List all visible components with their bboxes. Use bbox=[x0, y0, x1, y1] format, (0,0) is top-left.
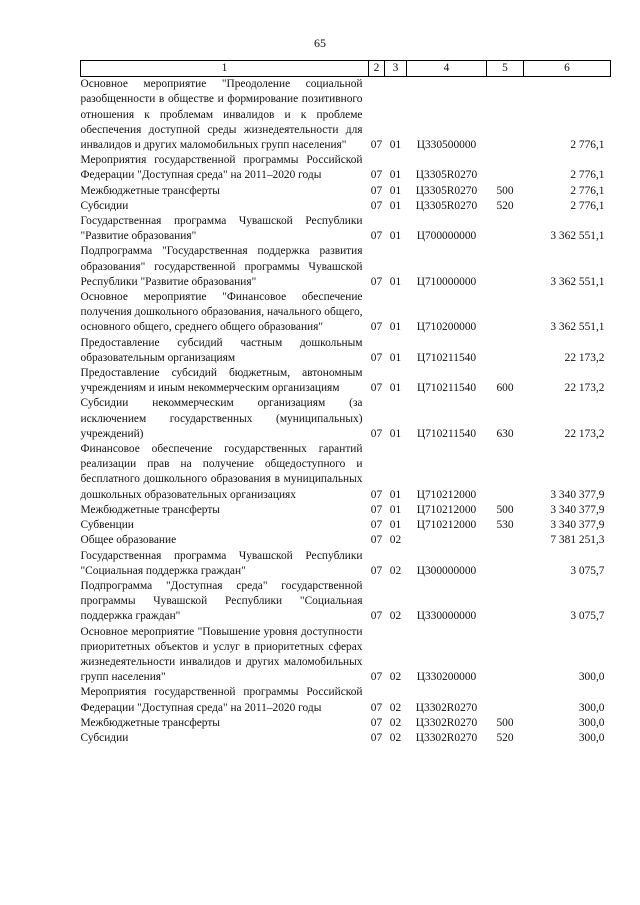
row-expense-type bbox=[487, 549, 524, 579]
row-name: Предоставление субсидий частным дошкольным образовательным организациям bbox=[80, 336, 363, 364]
row-expense-type: 600 bbox=[496, 382, 514, 395]
row-target-article: Ц3305R0270 bbox=[415, 169, 478, 182]
row-expense-type: 500 bbox=[496, 503, 514, 516]
row-amount: 300,0 bbox=[578, 701, 605, 714]
row-amount: 3 075,7 bbox=[570, 564, 605, 577]
row-target-article: Ц330000000 bbox=[416, 610, 477, 623]
row-section: 07 bbox=[370, 184, 383, 197]
row-target-article: Ц710200000 bbox=[416, 321, 477, 334]
table-row bbox=[81, 77, 611, 154]
row-amount: 3 340 377,9 bbox=[550, 519, 605, 532]
table-body bbox=[81, 77, 611, 746]
row-amount: 2 776,1 bbox=[570, 199, 605, 212]
row-subsection: 02 bbox=[389, 716, 402, 729]
header-col-2: 2 bbox=[369, 61, 385, 77]
row-name: Мероприятия государственной программы Российской Федерации "Доступная среда" на 2011–2020 годы bbox=[80, 154, 363, 182]
row-name: Государственная программа Чувашской Республики "Социальная поддержка граждан" bbox=[80, 549, 363, 577]
row-amount: 3 340 377,9 bbox=[550, 503, 605, 516]
row-amount: 2 776,1 bbox=[570, 184, 605, 197]
row-expense-type bbox=[487, 336, 524, 366]
row-subsection: 02 bbox=[389, 701, 402, 714]
row-name: Подпрограмма "Государственная поддержка развития образования" государственной программы Чувашской Республики "Развитие образования" bbox=[80, 245, 363, 288]
row-expense-type: 530 bbox=[496, 519, 514, 532]
row-expense-type: 630 bbox=[496, 427, 514, 440]
row-section: 07 bbox=[370, 169, 383, 182]
row-name: Общее образование bbox=[80, 534, 177, 547]
row-expense-type bbox=[487, 685, 524, 715]
row-section: 07 bbox=[370, 503, 383, 516]
row-subsection: 01 bbox=[389, 169, 402, 182]
row-section: 07 bbox=[370, 564, 383, 577]
table-row bbox=[81, 685, 611, 715]
row-name: Основное мероприятие "Преодоление социальной разобщенности в обществе и формирование позитивного отношения к проблемам инвалидов и к проблеме обеспечения доступной среды жизнедеятельности для инвалидов и других маломобильных групп населения" bbox=[80, 78, 363, 152]
header-col-6: 6 bbox=[524, 61, 611, 77]
row-amount: 300,0 bbox=[578, 671, 605, 684]
row-amount: 7 381 251,3 bbox=[550, 534, 605, 547]
table-header-row bbox=[81, 61, 611, 77]
row-amount: 2 776,1 bbox=[570, 169, 605, 182]
row-target-article: Ц3302R0270 bbox=[415, 701, 478, 714]
row-subsection: 01 bbox=[389, 427, 402, 440]
row-name: Мероприятия государственной программы Российской Федерации "Доступная среда" на 2011–2020 годы bbox=[80, 686, 363, 714]
row-amount: 2 776,1 bbox=[570, 139, 605, 152]
row-subsection: 02 bbox=[389, 671, 402, 684]
row-subsection: 01 bbox=[389, 503, 402, 516]
table-row bbox=[81, 396, 611, 442]
row-section: 07 bbox=[370, 275, 383, 288]
row-subsection: 01 bbox=[389, 519, 402, 532]
row-section: 07 bbox=[370, 382, 383, 395]
table-row bbox=[81, 442, 611, 503]
row-name: Основное мероприятие "Финансовое обеспечение получения дошкольного образования, начального общего, основного общего, среднего общего образования" bbox=[80, 291, 363, 334]
row-amount: 22 173,2 bbox=[564, 427, 605, 440]
row-expense-type: 500 bbox=[496, 716, 514, 729]
table-row bbox=[81, 199, 611, 214]
row-name: Субвенции bbox=[80, 519, 134, 532]
row-target-article: Ц710211540 bbox=[416, 427, 477, 440]
row-target-article: Ц3305R0270 bbox=[415, 199, 478, 212]
row-section: 07 bbox=[370, 321, 383, 334]
row-section: 07 bbox=[370, 701, 383, 714]
row-name: Субсидии некоммерческим организациям (за исключением государственных (муниципальных) учреждений) bbox=[80, 397, 363, 440]
row-section: 07 bbox=[370, 534, 383, 547]
row-name: Субсидии bbox=[80, 199, 129, 212]
row-expense-type bbox=[487, 533, 524, 548]
row-subsection: 01 bbox=[389, 321, 402, 334]
row-subsection: 01 bbox=[389, 199, 402, 212]
row-expense-type bbox=[487, 290, 524, 336]
row-subsection: 02 bbox=[389, 610, 402, 623]
row-section: 07 bbox=[370, 139, 383, 152]
row-name: Подпрограмма "Доступная среда" государственной программы Чувашской Республики "Социальная поддержка граждан" bbox=[80, 579, 363, 623]
row-target-article: Ц710212000 bbox=[416, 488, 477, 501]
row-section: 07 bbox=[370, 199, 383, 212]
table-row bbox=[81, 214, 611, 244]
row-amount: 300,0 bbox=[578, 731, 605, 744]
table-row bbox=[81, 533, 611, 548]
table-row bbox=[81, 336, 611, 366]
row-expense-type: 500 bbox=[496, 184, 514, 197]
header-col-4: 4 bbox=[407, 61, 487, 77]
row-name: Предоставление субсидий бюджетным, автономным учреждениям и иным некоммерческим организациям bbox=[80, 367, 363, 395]
row-amount: 300,0 bbox=[578, 716, 605, 729]
row-amount: 22 173,2 bbox=[564, 351, 605, 364]
row-amount: 3 362 551,1 bbox=[550, 275, 605, 288]
row-section: 07 bbox=[370, 716, 383, 729]
row-target-article: Ц710211540 bbox=[416, 382, 477, 395]
row-name: Межбюджетные трансферты bbox=[80, 716, 220, 729]
row-subsection: 02 bbox=[389, 731, 402, 744]
row-target-article: Ц710212000 bbox=[416, 503, 477, 516]
table-row bbox=[81, 153, 611, 183]
row-subsection: 01 bbox=[389, 230, 402, 243]
row-expense-type bbox=[487, 625, 524, 686]
row-target-article: Ц3305R0270 bbox=[415, 184, 478, 197]
row-target-article: Ц3302R0270 bbox=[415, 716, 478, 729]
row-amount: 3 362 551,1 bbox=[550, 321, 605, 334]
row-target-article: Ц300000000 bbox=[416, 564, 477, 577]
row-name: Межбюджетные трансферты bbox=[80, 184, 220, 197]
row-expense-type bbox=[487, 579, 524, 625]
row-name: Субсидии bbox=[80, 731, 129, 744]
table-row bbox=[81, 244, 611, 290]
row-expense-type: 520 bbox=[496, 731, 514, 744]
row-expense-type bbox=[487, 442, 524, 503]
row-target-article: Ц330500000 bbox=[416, 139, 477, 152]
table-row bbox=[81, 184, 611, 199]
table-row bbox=[81, 731, 611, 746]
row-target-article: Ц700000000 bbox=[416, 230, 477, 243]
header-col-5: 5 bbox=[487, 61, 524, 77]
row-name: Основное мероприятие "Повышение уровня доступности приоритетных объектов и услуг в приоритетных сферах жизнедеятельности инвалидов и других маломобильных групп населения" bbox=[80, 625, 363, 684]
row-expense-type: 520 bbox=[496, 199, 514, 212]
row-target-article: Ц3302R0270 bbox=[415, 731, 478, 744]
row-name: Финансовое обеспечение государственных гарантий реализации прав на получение общедоступного и бесплатного дошкольного образования в муниципальных дошкольных образовательных организациях bbox=[80, 443, 363, 501]
row-expense-type bbox=[487, 77, 524, 154]
table-row bbox=[81, 579, 611, 625]
row-subsection: 02 bbox=[389, 534, 402, 547]
row-section: 07 bbox=[370, 519, 383, 532]
row-subsection: 02 bbox=[389, 564, 402, 577]
table-row bbox=[81, 625, 611, 686]
table-row bbox=[81, 366, 611, 396]
table-row bbox=[81, 549, 611, 579]
table-row bbox=[81, 290, 611, 336]
row-name: Межбюджетные трансферты bbox=[80, 503, 220, 516]
row-target-article: Ц710211540 bbox=[416, 351, 477, 364]
row-section: 07 bbox=[370, 731, 383, 744]
row-subsection: 01 bbox=[389, 488, 402, 501]
header-col-3: 3 bbox=[385, 61, 407, 77]
row-section: 07 bbox=[370, 671, 383, 684]
row-amount: 22 173,2 bbox=[564, 382, 605, 395]
row-target-article: Ц710000000 bbox=[416, 275, 477, 288]
table-row bbox=[81, 518, 611, 533]
row-target-article bbox=[407, 533, 487, 548]
row-expense-type bbox=[487, 244, 524, 290]
row-amount: 3 340 377,9 bbox=[550, 488, 605, 501]
row-section: 07 bbox=[370, 427, 383, 440]
row-section: 07 bbox=[370, 488, 383, 501]
row-target-article: Ц330200000 bbox=[416, 671, 477, 684]
row-name: Государственная программа Чувашской Республики "Развитие образования" bbox=[80, 215, 363, 243]
row-section: 07 bbox=[370, 230, 383, 243]
row-subsection: 01 bbox=[389, 275, 402, 288]
row-section: 07 bbox=[370, 351, 383, 364]
row-subsection: 01 bbox=[389, 382, 402, 395]
row-subsection: 01 bbox=[389, 139, 402, 152]
row-subsection: 01 bbox=[389, 184, 402, 197]
row-amount: 3 362 551,1 bbox=[550, 230, 605, 243]
row-target-article: Ц710212000 bbox=[416, 519, 477, 532]
row-expense-type bbox=[487, 153, 524, 183]
row-amount: 3 075,7 bbox=[570, 610, 605, 623]
page-number: 65 bbox=[314, 36, 326, 50]
header-col-1: 1 bbox=[81, 61, 369, 77]
row-subsection: 01 bbox=[389, 351, 402, 364]
table-row bbox=[81, 716, 611, 731]
budget-table bbox=[80, 60, 611, 746]
table-row bbox=[81, 503, 611, 518]
row-expense-type bbox=[487, 214, 524, 244]
row-section: 07 bbox=[370, 610, 383, 623]
